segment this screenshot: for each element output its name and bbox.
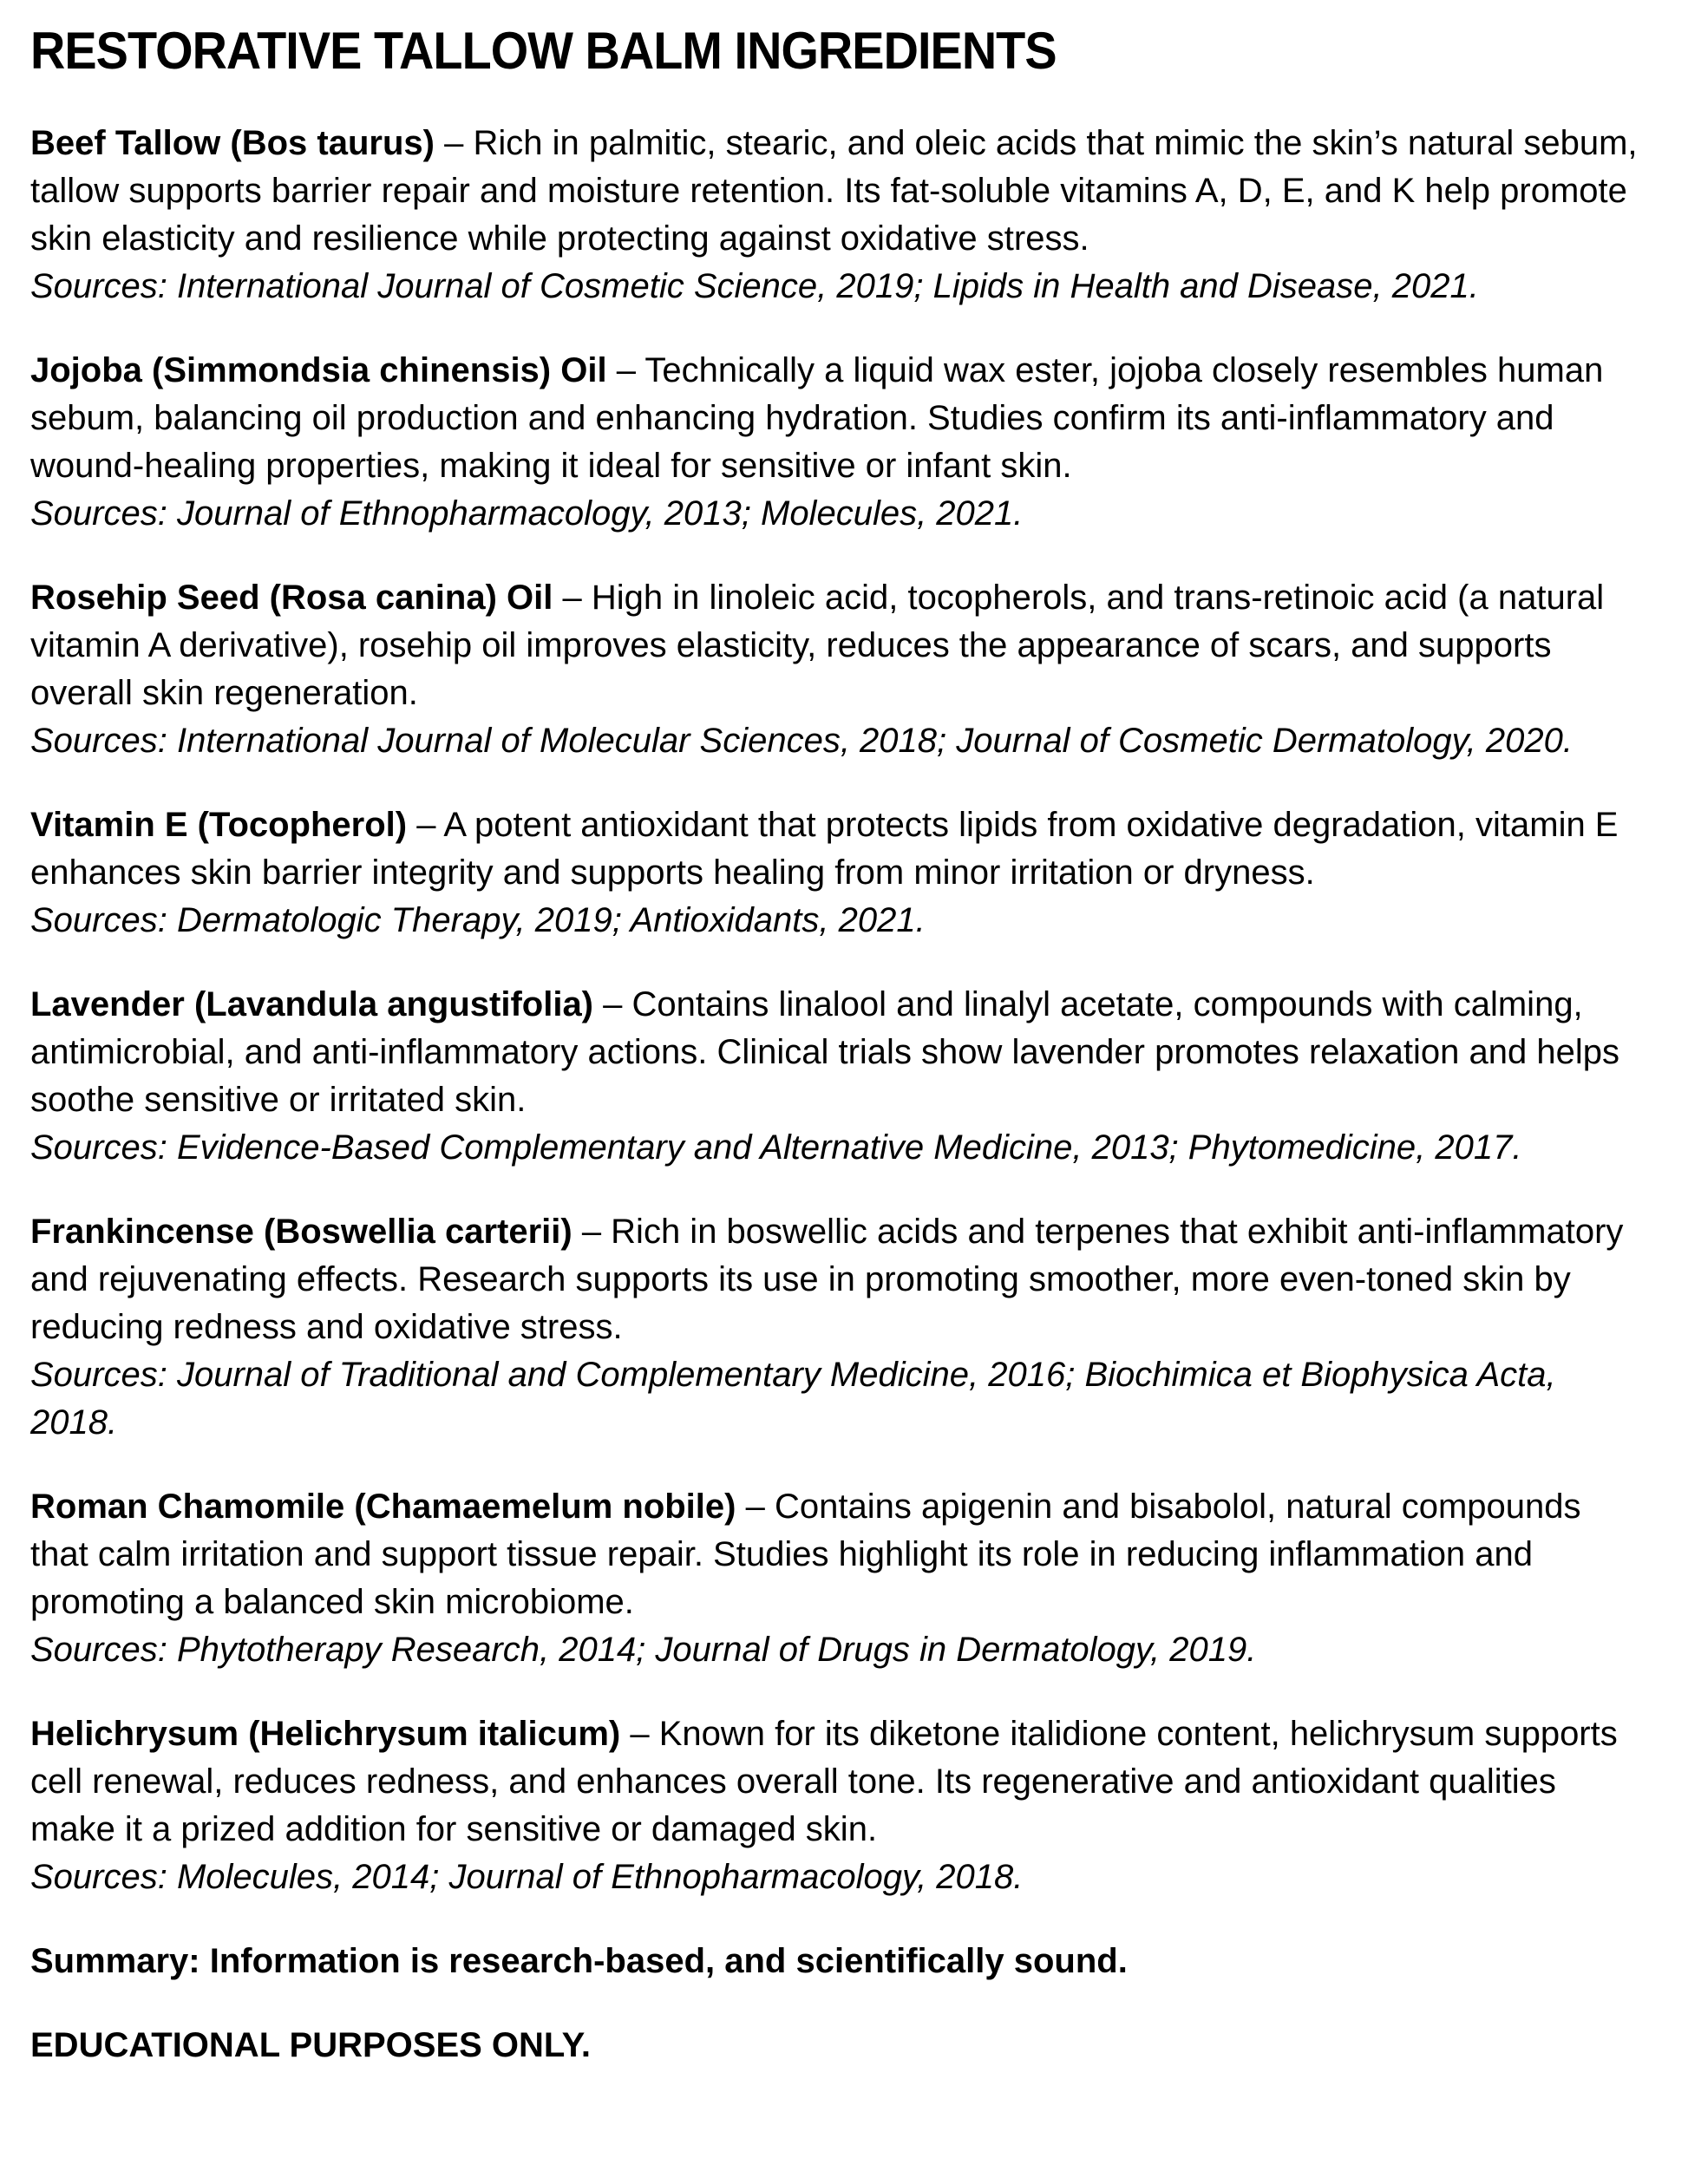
ingredient-text <box>30 574 1638 717</box>
ingredient-description: – Rich in palmitic, stearic, and oleic acids that mimic the skin’s natural sebum, tallow supports barrier repair and moisture retention. Its fat-soluble vitamins A, D, E, and K help promote skin elasticity and resilience while protecting against oxidative stress. <box>30 124 1638 258</box>
ingredient-text <box>30 981 1638 1124</box>
ingredient-name: Roman Chamomile (Chamaemelum nobile) <box>30 1488 736 1526</box>
ingredient-text <box>30 1710 1638 1854</box>
ingredient-sources: Sources: International Journal of Cosmetic Science, 2019; Lipids in Health and Disease, 2021. <box>30 267 1479 305</box>
summary-line: Summary: Information is research-based, and scientifically sound. <box>30 1942 1128 1980</box>
ingredient-sources: Sources: Evidence-Based Complementary and Alternative Medicine, 2013; Phytomedicine, 2017. <box>30 1128 1522 1167</box>
ingredient-description: – High in linoleic acid, tocopherols, and trans-retinoic acid (a natural vitamin A derivative), rosehip oil improves elasticity, reduces the appearance of scars, and supports overall skin regeneration. <box>30 579 1605 712</box>
ingredient-name: Frankincense (Boswellia carterii) <box>30 1213 572 1251</box>
ingredient-description: – Known for its diketone italidione content, helichrysum supports cell renewal, reduces redness, and enhances overall tone. Its regenerative and antioxidant qualities make it a prized addition for sensitive or damaged skin. <box>30 1715 1618 1848</box>
ingredient-paragraph <box>30 1710 1638 1901</box>
ingredient-paragraph <box>30 574 1638 765</box>
ingredient-paragraph <box>30 120 1638 311</box>
ingredient-sources: Sources: Dermatologic Therapy, 2019; Antioxidants, 2021. <box>30 901 926 939</box>
ingredient-paragraph <box>30 347 1638 538</box>
ingredient-text <box>30 120 1638 263</box>
ingredient-name: Lavender (Lavandula angustifolia) <box>30 985 594 1023</box>
ingredient-paragraph <box>30 1208 1638 1447</box>
ingredient-sources: Sources: Phytotherapy Research, 2014; Journal of Drugs in Dermatology, 2019. <box>30 1631 1257 1669</box>
ingredient-sources: Sources: International Journal of Molecular Sciences, 2018; Journal of Cosmetic Dermatology, 2020. <box>30 722 1573 760</box>
ingredient-text <box>30 801 1638 897</box>
ingredient-description: – Technically a liquid wax ester, jojoba closely resembles human sebum, balancing oil production and enhancing hydration. Studies confirm its anti-inflammatory and wound-healing properties, making it ideal for sensitive or infant skin. <box>30 351 1604 485</box>
ingredient-name: Helichrysum (Helichrysum italicum) <box>30 1715 621 1753</box>
ingredient-name: Rosehip Seed (Rosa canina) Oil <box>30 579 553 617</box>
ingredient-text <box>30 1483 1638 1626</box>
ingredient-name: Vitamin E (Tocopherol) <box>30 806 408 844</box>
page-title: RESTORATIVE TALLOW BALM INGREDIENTS <box>30 22 1057 80</box>
ingredient-description: – Contains apigenin and bisabolol, natural compounds that calm irritation and support tissue repair. Studies highlight its role in reducing inflammation and promoting a balanced skin microbiome. <box>30 1488 1581 1621</box>
ingredient-paragraph <box>30 801 1638 945</box>
ingredient-sources: Sources: Journal of Ethnopharmacology, 2013; Molecules, 2021. <box>30 494 1024 533</box>
ingredient-description: – Contains linalool and linalyl acetate, compounds with calming, antimicrobial, and anti-inflammatory actions. Clinical trials show lavender promotes relaxation and helps soothe sensitive or irritated skin. <box>30 985 1619 1119</box>
disclaimer-line: EDUCATIONAL PURPOSES ONLY. <box>30 2026 592 2064</box>
ingredient-name: Jojoba (Simmondsia chinensis) Oil <box>30 351 607 389</box>
ingredient-paragraph <box>30 981 1638 1172</box>
ingredient-name: Beef Tallow (Bos taurus) <box>30 124 435 162</box>
ingredient-paragraph <box>30 1483 1638 1674</box>
ingredients-list <box>30 120 1638 1901</box>
ingredient-sources: Sources: Molecules, 2014; Journal of Ethnopharmacology, 2018. <box>30 1858 1024 1896</box>
ingredient-sources: Sources: Journal of Traditional and Complementary Medicine, 2016; Biochimica et Biophysica Acta, 2018. <box>30 1356 1556 1442</box>
ingredient-description: – Rich in boswellic acids and terpenes that exhibit anti-inflammatory and rejuvenating effects. Research supports its use in promoting smoother, more even-toned skin by reducing redness and oxidative stress. <box>30 1213 1624 1346</box>
ingredient-text <box>30 347 1638 490</box>
ingredient-text <box>30 1208 1638 1351</box>
ingredient-description: – A potent antioxidant that protects lipids from oxidative degradation, vitamin E enhances skin barrier integrity and supports healing from minor irritation or dryness. <box>30 806 1619 892</box>
